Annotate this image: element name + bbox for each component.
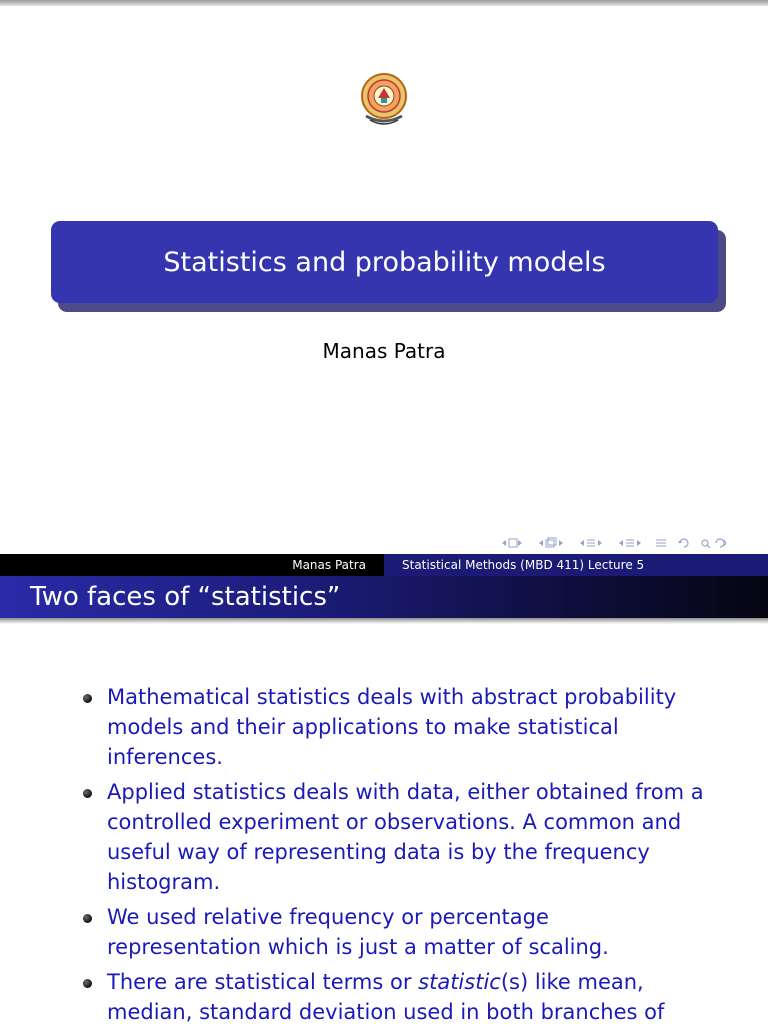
nav-search-icon[interactable] — [700, 537, 728, 549]
bullet-icon — [83, 789, 92, 798]
beamer-navigation-bar — [498, 536, 728, 550]
bullet-text-after: (s) like mean, median, standard deviation used in both branches of — [107, 970, 665, 1024]
bullet-text-before: There are statistical terms or — [107, 970, 419, 994]
bullet-icon — [83, 914, 92, 923]
title-slide — [0, 6, 768, 554]
university-seal-logo — [360, 72, 408, 128]
author-name: Manas Patra — [322, 339, 446, 363]
bullet-list — [0, 682, 768, 1032]
slide-title-box — [51, 221, 718, 303]
slide-footer — [0, 554, 768, 576]
bullet-text: Applied statistics deals with data, either obtained from a controlled experiment or observations. A common and useful way of representing data is by the frequency histogram. — [107, 780, 704, 894]
list-item — [0, 682, 768, 772]
bullet-text: Mathematical statistics deals with abstract probability models and their applications to make statistical inferences. — [107, 685, 677, 769]
frame-title: Two faces of “statistics” — [0, 576, 768, 618]
bullet-text: We used relative frequency or percentage representation which is just a matter of scaling. — [107, 905, 609, 959]
bullet-text-italic: statistic — [418, 970, 501, 994]
footer-author: Manas Patra — [0, 554, 384, 576]
nav-align-icon[interactable] — [654, 537, 668, 549]
frame-title-shadow — [0, 618, 768, 624]
nav-undo-icon[interactable] — [677, 537, 691, 549]
nav-subsection-icon[interactable] — [615, 537, 645, 549]
bullet-icon — [83, 979, 92, 988]
slide-title: Statistics and probability models — [163, 246, 606, 278]
list-item — [0, 967, 768, 1027]
bullet-icon — [83, 694, 92, 703]
list-item — [0, 902, 768, 962]
nav-frame-icon[interactable] — [535, 537, 567, 549]
nav-section-icon[interactable] — [576, 537, 606, 549]
nav-prev-icon[interactable] — [498, 537, 526, 549]
list-item — [0, 777, 768, 897]
footer-course: Statistical Methods (MBD 411) Lecture 5 — [384, 554, 768, 576]
